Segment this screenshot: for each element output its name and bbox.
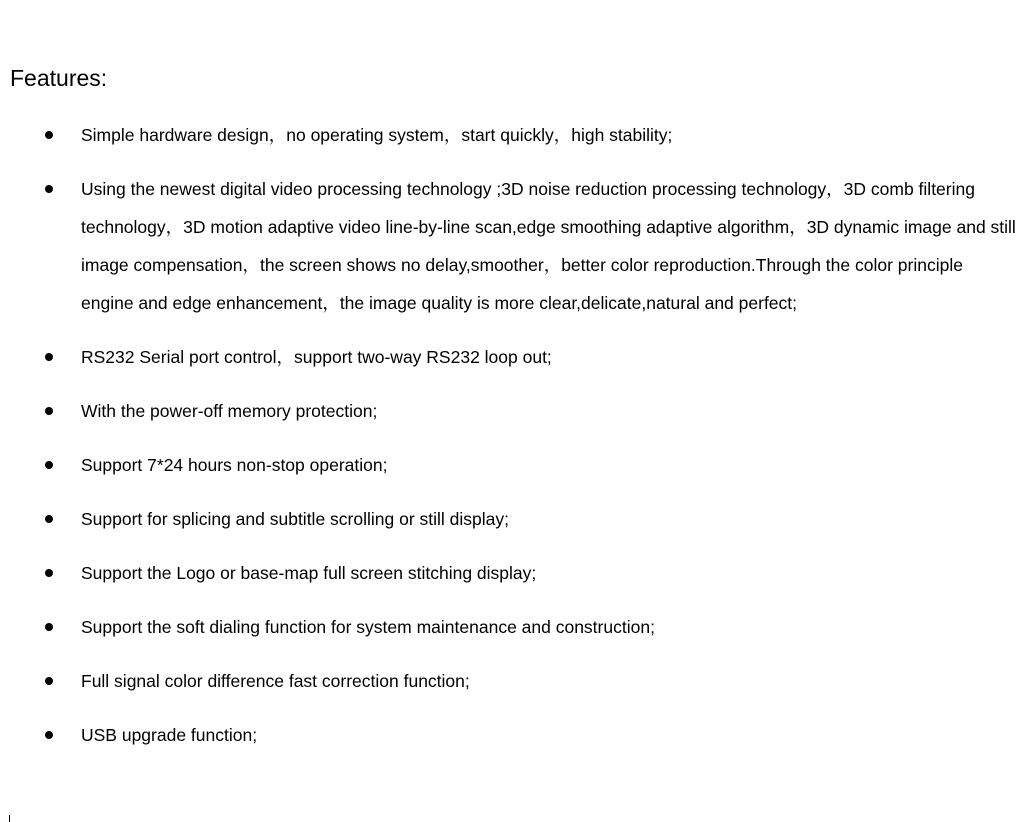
bullet-icon <box>45 731 53 739</box>
feature-item <box>0 554 1026 592</box>
feature-item <box>0 446 1026 484</box>
feature-item <box>0 338 1026 376</box>
feature-item <box>0 716 1026 754</box>
bullet-icon <box>45 353 53 361</box>
feature-item <box>0 662 1026 700</box>
feature-item <box>0 170 1026 322</box>
bullet-icon <box>45 131 53 139</box>
feature-text: Support 7*24 hours non-stop operation; <box>81 455 388 475</box>
features-heading: Features: <box>10 65 108 91</box>
feature-item <box>0 392 1026 430</box>
feature-text: Support the Logo or base-map full screen stitching display; <box>81 563 537 583</box>
feature-item <box>0 608 1026 646</box>
feature-text: Simple hardware design，no operating system，start quickly，high stability; <box>81 125 673 145</box>
feature-text: Support the soft dialing function for system maintenance and construction; <box>81 617 655 637</box>
bullet-icon <box>45 407 53 415</box>
feature-item <box>0 500 1026 538</box>
bullet-icon <box>45 623 53 631</box>
feature-text: Support for splicing and subtitle scrolling or still display; <box>81 509 509 529</box>
feature-text: With the power-off memory protection; <box>81 401 378 421</box>
feature-item <box>0 116 1026 154</box>
feature-text: USB upgrade function; <box>81 725 258 745</box>
feature-text: RS232 Serial port control，support two-way RS232 loop out; <box>81 347 552 367</box>
bullet-icon <box>45 515 53 523</box>
bullet-icon <box>45 185 53 193</box>
bullet-icon <box>45 677 53 685</box>
feature-text: Using the newest digital video processing technology ;3D noise reduction processing technology，3D comb filtering technology，3D motion adaptive video line-by-line scan,edge smoothing adaptive algorithm，3D dynamic image and still image compensation，the screen shows no delay,smoother，better color reproduction.Through the color principle engine and edge enhancement，the image quality is more clear,delicate,natural and perfect; <box>81 179 1016 313</box>
bullet-icon <box>45 569 53 577</box>
bullet-icon <box>45 461 53 469</box>
feature-text: Full signal color difference fast correction function; <box>81 671 470 691</box>
page-edge-mark <box>9 815 10 822</box>
feature-list <box>0 116 1026 770</box>
